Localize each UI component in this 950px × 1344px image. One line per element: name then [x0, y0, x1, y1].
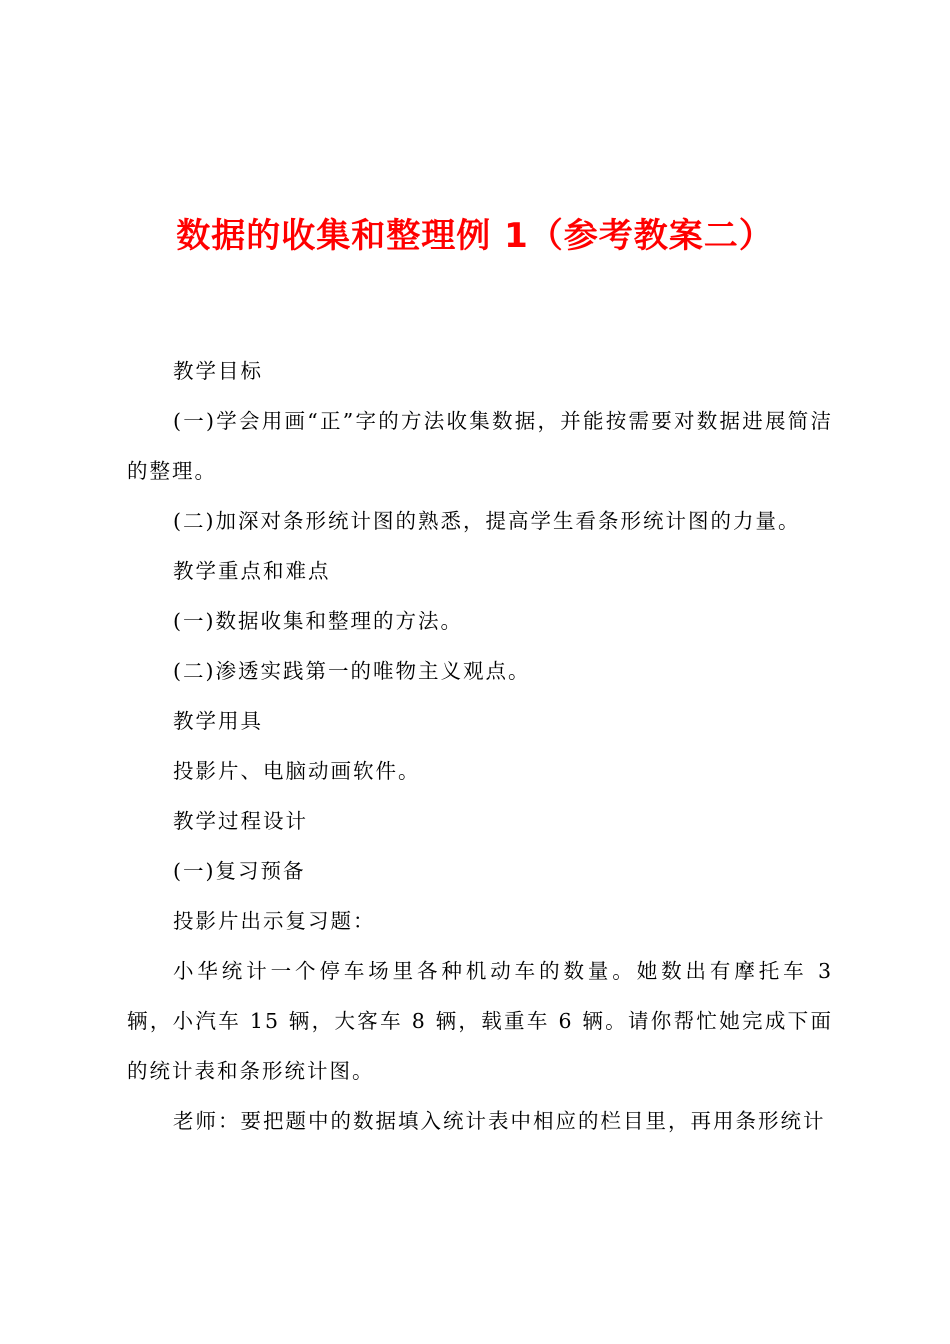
teaching-tools-text: 投影片、电脑动画软件。 [173, 759, 421, 783]
key-point-2: (二)渗透实践第一的唯物主义观点。 [173, 659, 531, 683]
heading-process-design: 教学过程设计 [173, 809, 308, 833]
review-problem: 小华统计一个停车场里各种机动车的数量。她数出有摩托车 3 辆，小汽车 15 辆，大客车 8 辆，载重车 6 辆。请你帮忙她完成下面的统计表和条形统计图。 [127, 959, 833, 1083]
key-point-1: (一)数据收集和整理的方法。 [173, 609, 463, 633]
document-body [127, 346, 833, 1146]
heading-teaching-goals: 教学目标 [173, 359, 263, 383]
review-intro: 投影片出示复习题： [173, 909, 376, 933]
process-step-1: (一)复习预备 [173, 859, 306, 883]
goal-item-1: (一)学会用画“正”字的方法收集数据，并能按需要对数据进展简洁的整理。 [127, 409, 833, 483]
teacher-instruction: 老师：要把题中的数据填入统计表中相应的栏目里，再用条形统计 [173, 1109, 826, 1133]
heading-key-points: 教学重点和难点 [173, 559, 331, 583]
heading-teaching-tools: 教学用具 [173, 709, 263, 733]
document-title: 数据的收集和整理例 1（参考教案二） [176, 216, 774, 256]
goal-item-2: (二)加深对条形统计图的熟悉，提高学生看条形统计图的力量。 [173, 509, 801, 533]
